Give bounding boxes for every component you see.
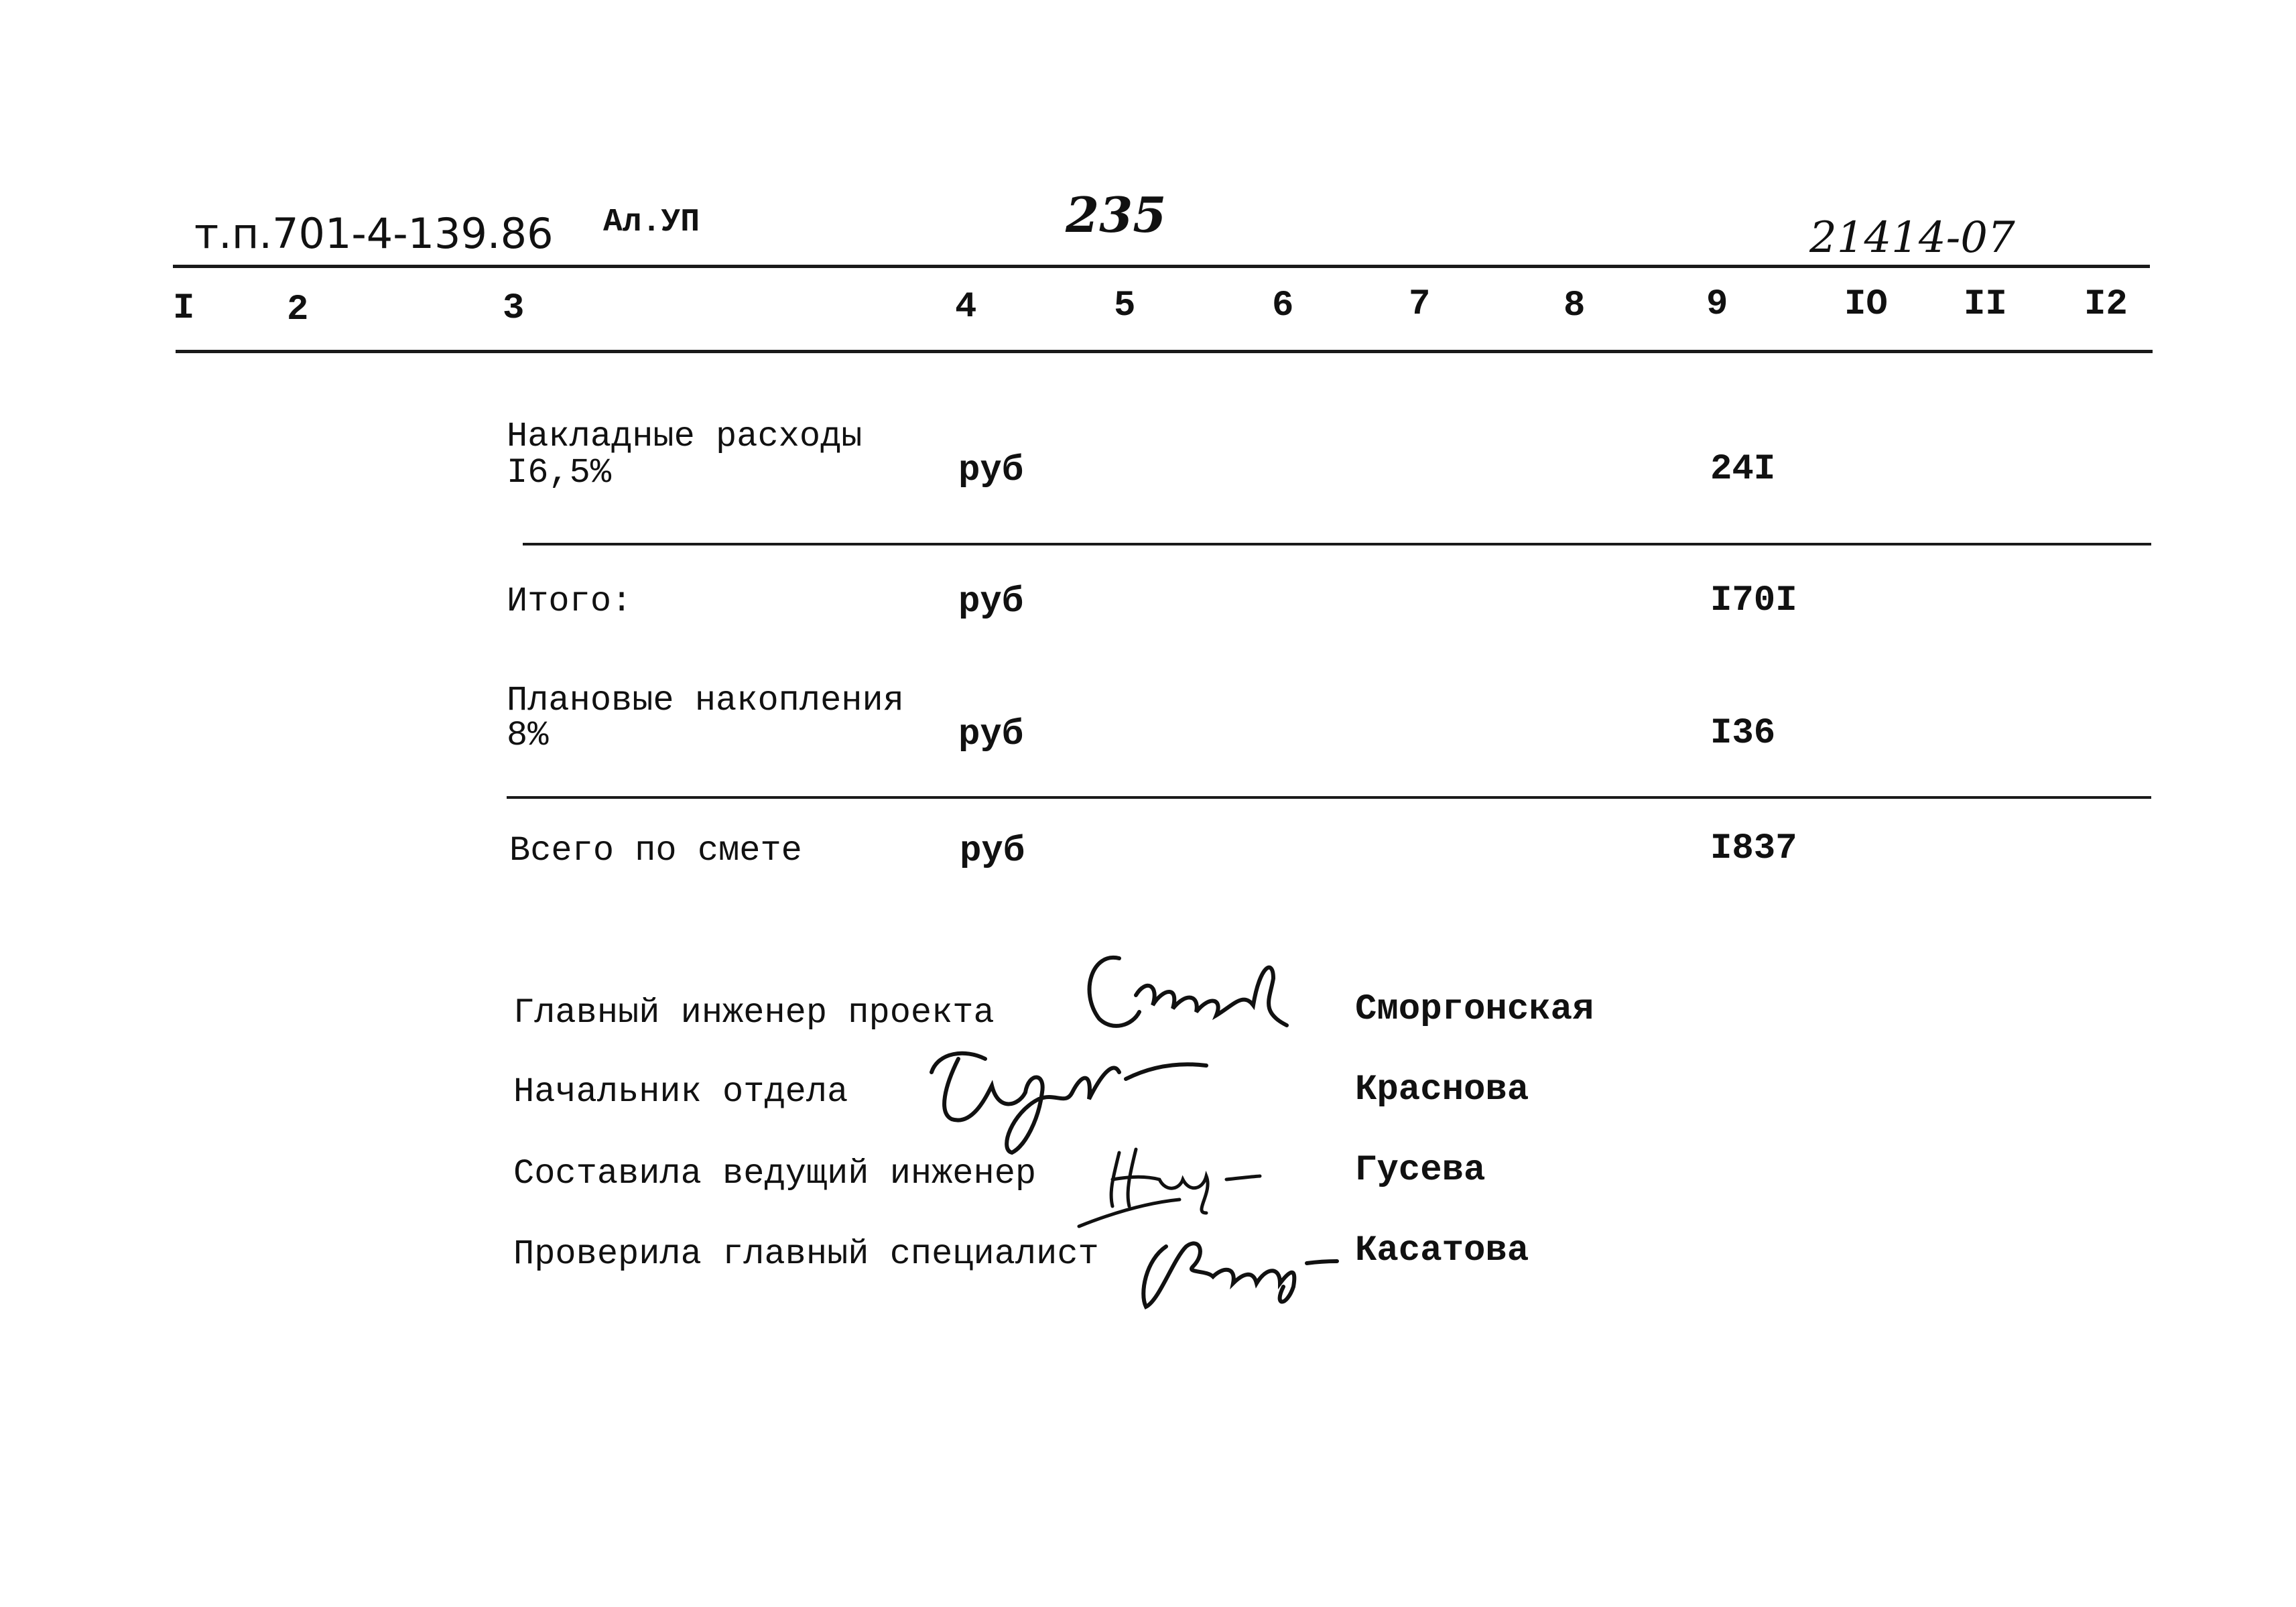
savings-rate: 8% bbox=[507, 716, 549, 755]
savings-value: I36 bbox=[1710, 713, 1776, 754]
column-number-2: 2 bbox=[287, 290, 309, 330]
column-number-4: 4 bbox=[955, 287, 977, 328]
signature-mark-chief-specialist bbox=[1126, 1220, 1340, 1313]
signature-name-department-head: Краснова bbox=[1355, 1070, 1529, 1110]
album-label: Ал.УП bbox=[603, 204, 700, 241]
column-number-10: IO bbox=[1844, 284, 1888, 325]
total-unit: руб bbox=[960, 831, 1025, 872]
signature-role-lead-engineer: Составила ведущий инженер bbox=[513, 1154, 1037, 1194]
column-number-5: 5 bbox=[1114, 285, 1136, 326]
subtotal-label: Итого: bbox=[507, 582, 633, 621]
header-bottom-rule bbox=[176, 350, 2153, 353]
signature-role-department-head: Начальник отдела bbox=[513, 1072, 848, 1112]
total-value: I837 bbox=[1710, 828, 1797, 869]
signature-role-chief-engineer: Главный инженер проекта bbox=[513, 993, 995, 1033]
column-number-9: 9 bbox=[1706, 284, 1728, 325]
column-number-11: II bbox=[1964, 284, 2007, 325]
column-number-1: I bbox=[173, 288, 195, 329]
overhead-value: 24I bbox=[1710, 449, 1776, 490]
overhead-unit: руб bbox=[958, 450, 1024, 491]
subtotal-value: I70I bbox=[1710, 580, 1797, 621]
divider-before-subtotal bbox=[523, 543, 2151, 545]
signature-mark-lead-engineer bbox=[1072, 1139, 1273, 1233]
signature-mark-chief-engineer bbox=[1072, 931, 1314, 1045]
overhead-label: Накладные расходы bbox=[507, 417, 863, 456]
savings-label: Плановые накопления bbox=[507, 681, 904, 720]
signature-name-chief-specialist: Касатова bbox=[1355, 1230, 1529, 1271]
signature-name-lead-engineer: Гусева bbox=[1355, 1150, 1486, 1191]
signature-role-chief-specialist: Проверила главный специалист bbox=[513, 1234, 1099, 1274]
column-number-8: 8 bbox=[1564, 285, 1586, 326]
divider-before-total bbox=[507, 796, 2151, 799]
doc-code: т.п.701-4-139.86 bbox=[194, 209, 554, 258]
column-number-7: 7 bbox=[1409, 284, 1431, 325]
savings-unit: руб bbox=[958, 714, 1024, 755]
subtotal-unit: руб bbox=[958, 582, 1024, 623]
page-number: 235 bbox=[1066, 186, 1167, 243]
total-label: Всего по смете bbox=[509, 831, 802, 871]
header-top-rule bbox=[173, 265, 2150, 268]
column-number-12: I2 bbox=[2084, 284, 2128, 325]
signature-name-chief-engineer: Сморгонская bbox=[1355, 989, 1594, 1030]
overhead-rate: I6,5% bbox=[507, 453, 612, 493]
document-reference: 21414-07 bbox=[1809, 213, 2015, 263]
column-number-6: 6 bbox=[1272, 285, 1294, 326]
column-number-3: 3 bbox=[503, 288, 525, 329]
